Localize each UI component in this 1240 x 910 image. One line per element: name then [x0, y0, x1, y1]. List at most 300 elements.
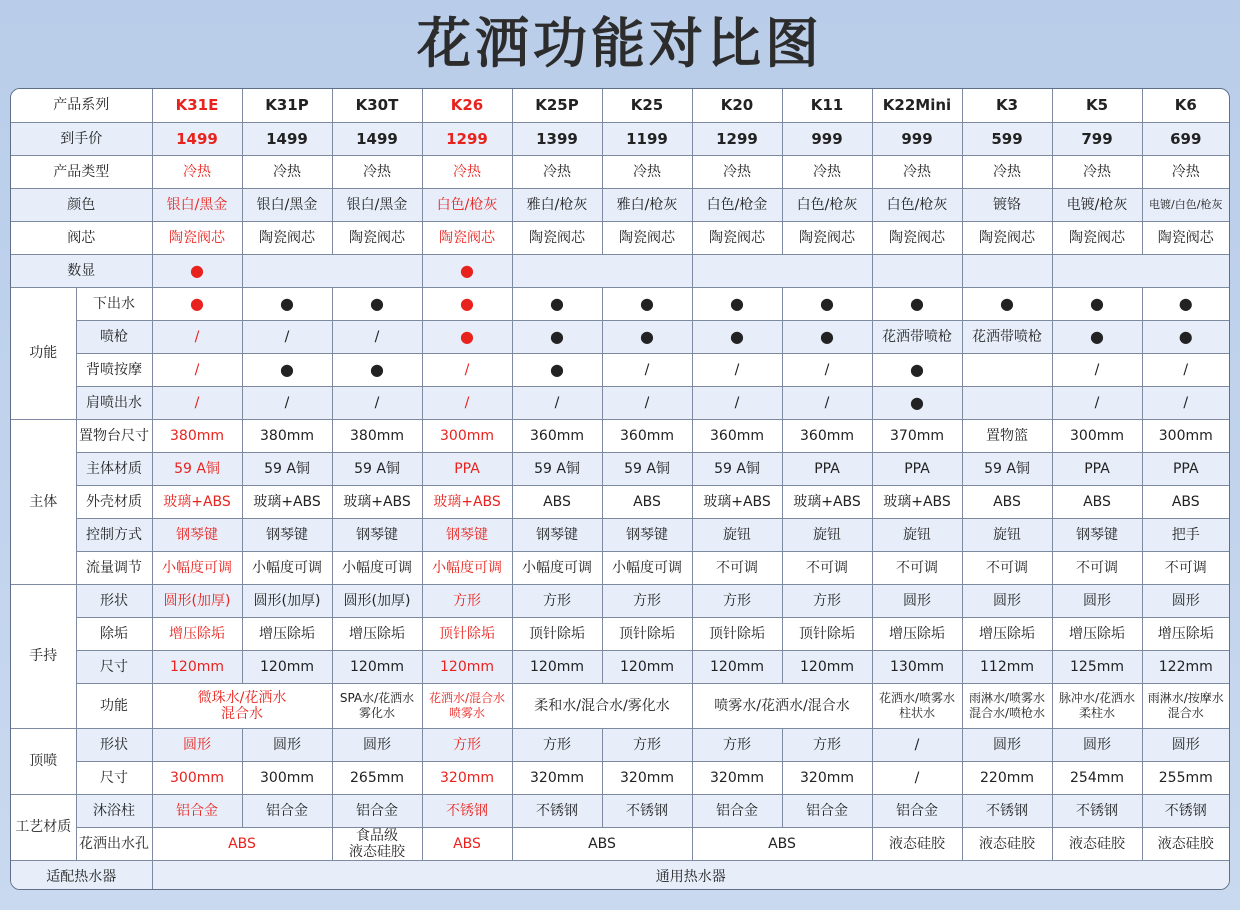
- cell-control-k22mini: 旋钮: [872, 518, 962, 551]
- cell-flow-k20: 不可调: [692, 551, 782, 584]
- row-h-size: [11, 650, 1229, 683]
- cell-valve-k20: 陶瓷阀芯: [692, 221, 782, 254]
- row-shoulder: [11, 386, 1229, 419]
- cell-color-k25: 雅白/枪灰: [602, 188, 692, 221]
- cell-control-k5: 钢琴键: [1052, 518, 1142, 551]
- cell-shelf-k5: 300mm: [1052, 419, 1142, 452]
- row-type: [11, 155, 1229, 188]
- label-g-body: 主体: [11, 419, 76, 584]
- cell-color-k5: 电镀/枪灰: [1052, 188, 1142, 221]
- cell-down-k3: ●: [962, 287, 1052, 320]
- cell-gun-k25: ●: [602, 320, 692, 353]
- cell-type-k22mini: 冷热: [872, 155, 962, 188]
- cell-back-k25p: ●: [512, 353, 602, 386]
- cell-gun-k25p: ●: [512, 320, 602, 353]
- cell-body-mat-k3: 59 A铜: [962, 452, 1052, 485]
- cell-body-mat-k25p: 59 A铜: [512, 452, 602, 485]
- cell-hfunc-k31e-k31p-line-1: 微珠水/花洒水: [197, 689, 287, 706]
- row-display: [11, 254, 1229, 287]
- label-heater: 适配热水器: [11, 860, 152, 890]
- cell-body-mat-k20: 59 A铜: [692, 452, 782, 485]
- cell-back-k11: /: [782, 353, 872, 386]
- cell-series-k26: K26: [422, 89, 512, 122]
- cell-hfunc-k30t: [332, 683, 422, 728]
- cell-h-shape-k25: 方形: [602, 584, 692, 617]
- cell-h-descale-k25: 顶针除垢: [602, 617, 692, 650]
- cell-t-shape-k3: 圆形: [962, 728, 1052, 761]
- row-flow: [11, 551, 1229, 584]
- cell-t-size-k30t: 265mm: [332, 761, 422, 794]
- label-outlet: 花洒出水孔: [76, 827, 152, 860]
- cell-body-mat-k5: PPA: [1052, 452, 1142, 485]
- label-series: 产品系列: [11, 89, 152, 122]
- cell-shelf-k31e: 380mm: [152, 419, 242, 452]
- cell-gun-k26: ●: [422, 320, 512, 353]
- cell-hfunc-k6-line-2: 混合水: [1167, 705, 1204, 720]
- cell-h-size-k3: 112mm: [962, 650, 1052, 683]
- cell-t-size-k20: 320mm: [692, 761, 782, 794]
- cell-t-size-k6: 255mm: [1142, 761, 1229, 794]
- cell-h-size-k30t: 120mm: [332, 650, 422, 683]
- row-shelf: [11, 419, 1229, 452]
- label-flow: 流量调节: [76, 551, 152, 584]
- cell-t-size-k22mini: /: [872, 761, 962, 794]
- cell-t-shape-k5: 圆形: [1052, 728, 1142, 761]
- cell-hfunc-k31e-k31p-line-2: 混合水: [221, 705, 263, 722]
- cell-flow-k30t: 小幅度可调: [332, 551, 422, 584]
- cell-price-k5: 799: [1052, 122, 1142, 155]
- cell-flow-k31e: 小幅度可调: [152, 551, 242, 584]
- cell-down-k5: ●: [1052, 287, 1142, 320]
- cell-h-shape-k25p: 方形: [512, 584, 602, 617]
- cell-color-k11: 白色/枪灰: [782, 188, 872, 221]
- cell-outlet-k20-k11: ABS: [692, 827, 872, 860]
- cell-h-size-k6: 122mm: [1142, 650, 1229, 683]
- label-t-size: 尺寸: [76, 761, 152, 794]
- cell-h-size-k25p: 120mm: [512, 650, 602, 683]
- cell-series-k3: K3: [962, 89, 1052, 122]
- cell-control-k25: 钢琴键: [602, 518, 692, 551]
- cell-shell-k20: 玻璃+ABS: [692, 485, 782, 518]
- cell-h-size-k26: 120mm: [422, 650, 512, 683]
- cell-series-k22mini: K22Mini: [872, 89, 962, 122]
- cell-outlet-k25p-k25: ABS: [512, 827, 692, 860]
- cell-column-k5: 不锈钢: [1052, 794, 1142, 827]
- cell-shoulder-k26: /: [422, 386, 512, 419]
- cell-gun-k6: ●: [1142, 320, 1229, 353]
- cell-hfunc-k30t-line-2: 雾化水: [358, 705, 395, 720]
- row-heater: [11, 860, 1229, 890]
- cell-flow-k26: 小幅度可调: [422, 551, 512, 584]
- row-h-shape: [11, 584, 1229, 617]
- cell-down-k25p: ●: [512, 287, 602, 320]
- cell-hfunc-k22mini-line-1: 花洒水/喷雾水: [878, 690, 956, 705]
- cell-control-k31p: 钢琴键: [242, 518, 332, 551]
- cell-flow-k3: 不可调: [962, 551, 1052, 584]
- cell-shoulder-k31p: /: [242, 386, 332, 419]
- cell-control-k26: 钢琴键: [422, 518, 512, 551]
- cell-hfunc-k3-line-2: 混合水/喷枪水: [968, 705, 1046, 720]
- cell-price-k31p: 1499: [242, 122, 332, 155]
- cell-h-descale-k22mini: 增压除垢: [872, 617, 962, 650]
- cell-down-k20: ●: [692, 287, 782, 320]
- cell-shelf-k22mini: 370mm: [872, 419, 962, 452]
- label-type: 产品类型: [11, 155, 152, 188]
- cell-h-shape-k3: 圆形: [962, 584, 1052, 617]
- cell-display-k31p-k30t: [242, 254, 422, 287]
- cell-shelf-k6: 300mm: [1142, 419, 1229, 452]
- cell-column-k22mini: 铝合金: [872, 794, 962, 827]
- cell-outlet-k30t-line-1: 食品级: [356, 827, 398, 844]
- cell-body-mat-k22mini: PPA: [872, 452, 962, 485]
- cell-back-k5: /: [1052, 353, 1142, 386]
- cell-type-k31e: 冷热: [152, 155, 242, 188]
- row-t-shape: [11, 728, 1229, 761]
- cell-type-k3: 冷热: [962, 155, 1052, 188]
- cell-outlet-k31e-k31p: ABS: [152, 827, 332, 860]
- cell-shoulder-k30t: /: [332, 386, 422, 419]
- cell-series-k6: K6: [1142, 89, 1229, 122]
- cell-control-k30t: 钢琴键: [332, 518, 422, 551]
- cell-shell-k6: ABS: [1142, 485, 1229, 518]
- cell-t-size-k3: 220mm: [962, 761, 1052, 794]
- cell-color-k31p: 银白/黑金: [242, 188, 332, 221]
- cell-shell-k30t: 玻璃+ABS: [332, 485, 422, 518]
- row-t-size: [11, 761, 1229, 794]
- label-g-func: 功能: [11, 287, 76, 419]
- cell-back-k20: /: [692, 353, 782, 386]
- cell-shell-k22mini: 玻璃+ABS: [872, 485, 962, 518]
- cell-valve-k5: 陶瓷阀芯: [1052, 221, 1142, 254]
- label-valve: 阀芯: [11, 221, 152, 254]
- cell-hfunc-k26-line-1: 花洒水/混合水: [428, 690, 506, 705]
- cell-flow-k11: 不可调: [782, 551, 872, 584]
- cell-body-mat-k26: PPA: [422, 452, 512, 485]
- cell-h-size-k11: 120mm: [782, 650, 872, 683]
- cell-down-k25: ●: [602, 287, 692, 320]
- cell-flow-k22mini: 不可调: [872, 551, 962, 584]
- cell-series-k11: K11: [782, 89, 872, 122]
- cell-flow-k6: 不可调: [1142, 551, 1229, 584]
- cell-hfunc-k6-line-1: 雨淋水/按摩水: [1147, 690, 1224, 705]
- cell-h-descale-k6: 增压除垢: [1142, 617, 1229, 650]
- cell-display-k25p-k25: [512, 254, 692, 287]
- cell-type-k20: 冷热: [692, 155, 782, 188]
- cell-gun-k31p: /: [242, 320, 332, 353]
- cell-hfunc-k5-line-2: 柔柱水: [1078, 705, 1115, 720]
- cell-back-k30t: ●: [332, 353, 422, 386]
- cell-t-shape-k31p: 圆形: [242, 728, 332, 761]
- cell-body-mat-k6: PPA: [1142, 452, 1229, 485]
- cell-gun-k3: 花洒带喷枪: [962, 320, 1052, 353]
- cell-hfunc-k6: [1142, 683, 1229, 728]
- label-shoulder: 肩喷出水: [76, 386, 152, 419]
- cell-control-k6: 把手: [1142, 518, 1229, 551]
- cell-shoulder-k11: /: [782, 386, 872, 419]
- row-color: [11, 188, 1229, 221]
- cell-h-shape-k11: 方形: [782, 584, 872, 617]
- page-title: 花洒功能对比图: [417, 12, 823, 75]
- cell-gun-k30t: /: [332, 320, 422, 353]
- cell-shoulder-k3: [962, 386, 1052, 419]
- cell-shelf-k25p: 360mm: [512, 419, 602, 452]
- cell-column-k20: 铝合金: [692, 794, 782, 827]
- cell-body-mat-k25: 59 A铜: [602, 452, 692, 485]
- cell-shell-k25: ABS: [602, 485, 692, 518]
- label-t-shape: 形状: [76, 728, 152, 761]
- cell-control-k31e: 钢琴键: [152, 518, 242, 551]
- cell-shoulder-k5: /: [1052, 386, 1142, 419]
- label-h-func: 功能: [76, 683, 152, 728]
- cell-column-k30t: 铝合金: [332, 794, 422, 827]
- cell-series-k31p: K31P: [242, 89, 332, 122]
- cell-shell-k31p: 玻璃+ABS: [242, 485, 332, 518]
- cell-outlet-k26: ABS: [422, 827, 512, 860]
- cell-hfunc-k22mini-line-2: 柱状水: [898, 705, 935, 720]
- cell-h-shape-k31e: 圆形(加厚): [152, 584, 242, 617]
- label-g-top: 顶喷: [11, 728, 76, 794]
- label-color: 颜色: [11, 188, 152, 221]
- row-shell: [11, 485, 1229, 518]
- cell-down-k31p: ●: [242, 287, 332, 320]
- cell-valve-k30t: 陶瓷阀芯: [332, 221, 422, 254]
- cell-back-k26: /: [422, 353, 512, 386]
- cell-series-k25p: K25P: [512, 89, 602, 122]
- cell-color-k30t: 银白/黑金: [332, 188, 422, 221]
- cell-gun-k22mini: 花洒带喷枪: [872, 320, 962, 353]
- cell-valve-k26: 陶瓷阀芯: [422, 221, 512, 254]
- cell-flow-k31p: 小幅度可调: [242, 551, 332, 584]
- cell-valve-k25: 陶瓷阀芯: [602, 221, 692, 254]
- cell-outlet-k5: 液态硅胶: [1052, 827, 1142, 860]
- cell-column-k31e: 铝合金: [152, 794, 242, 827]
- cell-gun-k20: ●: [692, 320, 782, 353]
- cell-hfunc-k3-line-1: 雨淋水/喷雾水: [968, 690, 1046, 705]
- cell-shoulder-k20: /: [692, 386, 782, 419]
- cell-column-k31p: 铝合金: [242, 794, 332, 827]
- cell-h-size-k31p: 120mm: [242, 650, 332, 683]
- cell-flow-k25: 小幅度可调: [602, 551, 692, 584]
- cell-column-k11: 铝合金: [782, 794, 872, 827]
- cell-shelf-k20: 360mm: [692, 419, 782, 452]
- cell-h-descale-k20: 顶针除垢: [692, 617, 782, 650]
- cell-h-size-k5: 125mm: [1052, 650, 1142, 683]
- cell-back-k31e: /: [152, 353, 242, 386]
- cell-h-size-k20: 120mm: [692, 650, 782, 683]
- label-h-size: 尺寸: [76, 650, 152, 683]
- label-g-craft: 工艺材质: [11, 794, 76, 860]
- cell-column-k6: 不锈钢: [1142, 794, 1229, 827]
- cell-outlet-k6: 液态硅胶: [1142, 827, 1229, 860]
- label-h-shape: 形状: [76, 584, 152, 617]
- cell-h-shape-k26: 方形: [422, 584, 512, 617]
- cell-price-k30t: 1499: [332, 122, 422, 155]
- cell-outlet-k3: 液态硅胶: [962, 827, 1052, 860]
- cell-color-k26: 白色/枪灰: [422, 188, 512, 221]
- cell-color-k31e: 银白/黑金: [152, 188, 242, 221]
- cell-color-k3: 镀铬: [962, 188, 1052, 221]
- cell-type-k25p: 冷热: [512, 155, 602, 188]
- cell-h-size-k31e: 120mm: [152, 650, 242, 683]
- cell-color-k22mini: 白色/枪灰: [872, 188, 962, 221]
- cell-t-size-k5: 254mm: [1052, 761, 1142, 794]
- label-column: 沐浴柱: [76, 794, 152, 827]
- cell-shoulder-k25: /: [602, 386, 692, 419]
- cell-price-k20: 1299: [692, 122, 782, 155]
- cell-column-k26: 不锈钢: [422, 794, 512, 827]
- cell-valve-k25p: 陶瓷阀芯: [512, 221, 602, 254]
- cell-series-k20: K20: [692, 89, 782, 122]
- cell-h-descale-k26: 顶针除垢: [422, 617, 512, 650]
- cell-outlet-k30t-line-2: 液态硅胶: [349, 843, 405, 860]
- cell-valve-k11: 陶瓷阀芯: [782, 221, 872, 254]
- row-body-mat: [11, 452, 1229, 485]
- row-outlet: [11, 827, 1229, 860]
- cell-type-k6: 冷热: [1142, 155, 1229, 188]
- comparison-card: [10, 88, 1230, 890]
- cell-h-descale-k3: 增压除垢: [962, 617, 1052, 650]
- label-control: 控制方式: [76, 518, 152, 551]
- cell-hfunc-k5-line-1: 脉冲水/花洒水: [1058, 690, 1136, 705]
- cell-h-shape-k22mini: 圆形: [872, 584, 962, 617]
- cell-shell-k25p: ABS: [512, 485, 602, 518]
- cell-t-shape-k25: 方形: [602, 728, 692, 761]
- cell-back-k22mini: ●: [872, 353, 962, 386]
- cell-t-shape-k20: 方形: [692, 728, 782, 761]
- cell-control-k3: 旋钮: [962, 518, 1052, 551]
- cell-valve-k22mini: 陶瓷阀芯: [872, 221, 962, 254]
- cell-type-k5: 冷热: [1052, 155, 1142, 188]
- cell-shell-k3: ABS: [962, 485, 1052, 518]
- cell-gun-k31e: /: [152, 320, 242, 353]
- cell-hfunc-k26-line-2: 喷雾水: [448, 705, 485, 720]
- cell-price-k22mini: 999: [872, 122, 962, 155]
- cell-type-k30t: 冷热: [332, 155, 422, 188]
- cell-hfunc-k25p-k25: 柔和水/混合水/雾化水: [512, 683, 692, 728]
- cell-shoulder-k31e: /: [152, 386, 242, 419]
- cell-price-k6: 699: [1142, 122, 1229, 155]
- label-body-mat: 主体材质: [76, 452, 152, 485]
- cell-body-mat-k31e: 59 A铜: [152, 452, 242, 485]
- cell-shelf-k31p: 380mm: [242, 419, 332, 452]
- cell-h-shape-k20: 方形: [692, 584, 782, 617]
- cell-back-k6: /: [1142, 353, 1229, 386]
- cell-t-shape-k25p: 方形: [512, 728, 602, 761]
- cell-hfunc-k22mini: [872, 683, 962, 728]
- cell-shelf-k3: 置物篮: [962, 419, 1052, 452]
- cell-down-k6: ●: [1142, 287, 1229, 320]
- row-back: [11, 353, 1229, 386]
- cell-h-shape-k31p: 圆形(加厚): [242, 584, 332, 617]
- cell-h-descale-k31e: 增压除垢: [152, 617, 242, 650]
- label-shelf: 置物台尺寸: [76, 419, 152, 452]
- cell-back-k3: [962, 353, 1052, 386]
- cell-body-mat-k31p: 59 A铜: [242, 452, 332, 485]
- cell-series-k31e: K31E: [152, 89, 242, 122]
- comparison-table: [11, 89, 1229, 890]
- cell-valve-k31e: 陶瓷阀芯: [152, 221, 242, 254]
- cell-down-k26: ●: [422, 287, 512, 320]
- row-column: [11, 794, 1229, 827]
- cell-t-size-k31e: 300mm: [152, 761, 242, 794]
- row-h-func: [11, 683, 1229, 728]
- cell-column-k25: 不锈钢: [602, 794, 692, 827]
- cell-body-mat-k11: PPA: [782, 452, 872, 485]
- cell-t-shape-k26: 方形: [422, 728, 512, 761]
- cell-shell-k11: 玻璃+ABS: [782, 485, 872, 518]
- cell-t-shape-k11: 方形: [782, 728, 872, 761]
- label-down: 下出水: [76, 287, 152, 320]
- cell-t-shape-k30t: 圆形: [332, 728, 422, 761]
- cell-display-k20-k11: [692, 254, 872, 287]
- cell-t-size-k25p: 320mm: [512, 761, 602, 794]
- row-gun: [11, 320, 1229, 353]
- cell-h-descale-k30t: 增压除垢: [332, 617, 422, 650]
- label-gun: 喷枪: [76, 320, 152, 353]
- cell-display-k31e: ●: [152, 254, 242, 287]
- cell-hfunc-k31e-k31p: [152, 683, 332, 728]
- cell-h-shape-k5: 圆形: [1052, 584, 1142, 617]
- cell-valve-k6: 陶瓷阀芯: [1142, 221, 1229, 254]
- cell-h-descale-k5: 增压除垢: [1052, 617, 1142, 650]
- cell-display-k5-k6: [1052, 254, 1229, 287]
- cell-body-mat-k30t: 59 A铜: [332, 452, 422, 485]
- cell-h-shape-k30t: 圆形(加厚): [332, 584, 422, 617]
- cell-t-size-k25: 320mm: [602, 761, 692, 794]
- label-price: 到手价: [11, 122, 152, 155]
- cell-type-k26: 冷热: [422, 155, 512, 188]
- cell-series-k25: K25: [602, 89, 692, 122]
- cell-price-k25p: 1399: [512, 122, 602, 155]
- cell-shoulder-k22mini: ●: [872, 386, 962, 419]
- cell-column-k25p: 不锈钢: [512, 794, 602, 827]
- row-series: [11, 89, 1229, 122]
- cell-h-descale-k31p: 增压除垢: [242, 617, 332, 650]
- cell-valve-k31p: 陶瓷阀芯: [242, 221, 332, 254]
- label-g-hand: 手持: [11, 584, 76, 728]
- cell-shell-k5: ABS: [1052, 485, 1142, 518]
- cell-price-k25: 1199: [602, 122, 692, 155]
- cell-back-k31p: ●: [242, 353, 332, 386]
- cell-t-size-k11: 320mm: [782, 761, 872, 794]
- cell-shelf-k30t: 380mm: [332, 419, 422, 452]
- cell-valve-k3: 陶瓷阀芯: [962, 221, 1052, 254]
- cell-shelf-k11: 360mm: [782, 419, 872, 452]
- cell-t-size-k26: 320mm: [422, 761, 512, 794]
- row-down: [11, 287, 1229, 320]
- cell-control-k11: 旋钮: [782, 518, 872, 551]
- cell-t-shape-k22mini: /: [872, 728, 962, 761]
- label-back: 背喷按摩: [76, 353, 152, 386]
- row-valve: [11, 221, 1229, 254]
- cell-shell-k31e: 玻璃+ABS: [152, 485, 242, 518]
- cell-hfunc-k5: [1052, 683, 1142, 728]
- cell-h-descale-k25p: 顶针除垢: [512, 617, 602, 650]
- cell-t-shape-k6: 圆形: [1142, 728, 1229, 761]
- cell-outlet-k30t: [332, 827, 422, 860]
- cell-down-k11: ●: [782, 287, 872, 320]
- row-h-descale: [11, 617, 1229, 650]
- cell-display-k22mini: [872, 254, 962, 287]
- cell-down-k31e: ●: [152, 287, 242, 320]
- cell-down-k30t: ●: [332, 287, 422, 320]
- cell-color-k6: 电镀/白色/枪灰: [1142, 188, 1229, 221]
- cell-column-k3: 不锈钢: [962, 794, 1052, 827]
- cell-type-k31p: 冷热: [242, 155, 332, 188]
- cell-down-k22mini: ●: [872, 287, 962, 320]
- label-display: 数显: [11, 254, 152, 287]
- row-price: [11, 122, 1229, 155]
